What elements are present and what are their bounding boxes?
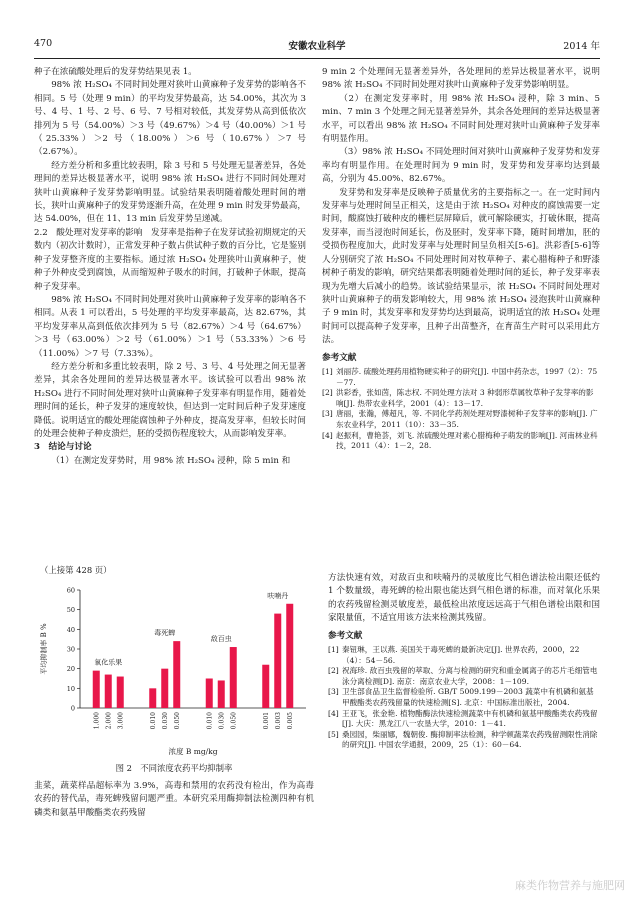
reference-item xyxy=(322,409,600,430)
journal-name: 安徽农业科学 xyxy=(288,41,346,52)
bar xyxy=(105,675,112,708)
reference-item xyxy=(328,666,600,687)
bar-chart-figure xyxy=(34,576,314,776)
reference-item xyxy=(328,687,600,708)
reference-number: [5] xyxy=(328,729,339,739)
bar xyxy=(286,604,293,708)
x-tick-label: 0.003 xyxy=(274,712,282,730)
reference-number: [4] xyxy=(322,430,333,440)
column-bottom-right xyxy=(328,572,600,892)
y-tick-label: 60 xyxy=(66,586,75,595)
reference-text: 秦钮琳，王以燕. 美国关于毒死蜱的最新决定[J]. 世界农药，2000，22（4）：54－56. xyxy=(342,645,580,665)
x-tick-label: 0.030 xyxy=(218,712,226,730)
references-heading: 参考文献 xyxy=(322,352,357,363)
y-tick-label: 30 xyxy=(66,645,75,654)
y-tick-label: 10 xyxy=(66,684,75,693)
reference-number: [4] xyxy=(328,708,339,718)
group-label: 毒死蜱 xyxy=(154,629,176,638)
y-tick-label: 50 xyxy=(66,606,75,615)
x-tick-label: 0.050 xyxy=(230,712,238,730)
reference-text: 祝海珍. 敌百虫残留的萃取、分离与检测的研究和重金属离子的芯片毛细管电泳分离检测[D]. 南京：南京农业大学，2008：1－109. xyxy=(342,666,598,686)
reference-item xyxy=(322,388,600,409)
watermark: 麻类作物营养与施肥网 xyxy=(515,879,625,892)
bar xyxy=(173,641,180,708)
paragraph: （2）在测定发芽率时，用 98% 浓 H₂SO₄ 浸种，除 3 min、5 min、7 min 3 个处理之间无显著差异外，其余各处理间的差异达极显著水平，可以看出 98% 浓 H₂SO₄ 不同时间处理对狭叶山黄麻种子发芽率有明显作用。 xyxy=(322,93,600,145)
y-tick-label: 40 xyxy=(66,625,75,634)
references-heading: 参考文献 xyxy=(328,630,363,641)
x-tick-label: 2.000 xyxy=(105,712,113,730)
reference-item xyxy=(328,645,600,666)
group-label: 呋喃丹 xyxy=(267,591,289,600)
x-tick-label: 0.050 xyxy=(173,712,181,730)
reference-text: 赵振利，曹艳荟，刘飞. 浓硫酸处理对素心腊梅种子萌发的影响[J]. 河南林业科技，2011（4）：1－2，28. xyxy=(336,430,598,451)
bar xyxy=(93,671,100,708)
bar xyxy=(274,614,281,708)
reference-text: 洪彩香，张如茵，陈志权. 不同处理方法对 3 种弱形草属牧草种子发芽率的影响[J]. 热带农业科学，2001（4）：13－17. xyxy=(336,388,594,408)
reference-text: 唐丽，张瀚，傅超凡，等. 不同化学药剂处理对野漆树种子发芽率的影响[J]. 广东农业科学，2011（10）：33－35. xyxy=(336,409,598,429)
bar xyxy=(149,688,156,708)
reference-item xyxy=(328,730,600,751)
paragraph: 98% 浓 H₂SO₄ 不同时间处理对狭叶山黄麻种子发芽率的影响各不相同。从表 1 可以看出，5 号处理的平均发芽率最高，达 82.67%，其平均发芽率从高到低依次排列为 5 号（82.67%）＞4 号（64.67%）＞3 号（63.00%）＞2 号（61.00%）＞1 号（53.33%）＞6 号（11.00%）＞7 号（7.33%）。 xyxy=(34,294,306,359)
page-number: 470 xyxy=(34,38,53,49)
paragraph: 种子在浓硫酸处理后的发芽势结果见表 1。 xyxy=(34,67,197,77)
x-tick-label: 1.000 xyxy=(93,712,101,730)
running-header xyxy=(34,38,600,52)
bar xyxy=(117,677,124,708)
x-tick-label: 3.000 xyxy=(117,712,125,730)
paragraph: （1）在测定发芽势时，用 98% 浓 H₂SO₄ 浸种，除 5 min 和 xyxy=(51,455,291,466)
x-tick-label: 0.005 xyxy=(286,712,294,730)
reference-number: [3] xyxy=(328,687,339,697)
reference-number: [3] xyxy=(322,409,333,419)
x-axis-label: 浓度 B mg/kg xyxy=(168,747,218,756)
paragraph: 方法快速有效，对敌百虫和呋喃丹的灵敏度比气相色谱法检出限还低约 1 个数量级，毒死蜱的检出限也能达到气相色谱的标准，而对氧化乐果的农药残留检测灵敏度差，最低检出浓度远远高于气相色谱检出限和国家限量值，不适宜用该方法来检测其残留。 xyxy=(328,573,600,624)
paragraph: 韭菜，蔬菜样品超标率为 3.9%，高毒和禁用的农药没有检出，作为高毒农药的替代品，毒死蜱残留问题严重。本研究采用酶抑制法检测四种有机磷类和氨基甲酸酯类农药残留 xyxy=(34,781,314,818)
reference-number: [1] xyxy=(328,645,339,655)
bar xyxy=(230,647,237,708)
bar-chart xyxy=(34,576,314,760)
reference-text: 桑园园，柴丽娜，魏朝俊. 酶抑制率法检测，种学顿蔬菜农药残留测限性消除的研究[J]. 中国农学通报，2009，25（1）：60－64. xyxy=(342,729,598,750)
reference-number: [1] xyxy=(322,366,333,376)
continued-note: （上接第 428 页） xyxy=(40,565,112,575)
paragraph: 发芽势和发芽率是反映种子质量优劣的主要指标之一。在一定时间内发芽率与处理时间呈正相关，这是由于浓 H₂SO₄ 对种皮的腐蚀需要一定时间，酸腐蚀打破种皮的栅栏层屏障后，就可解除硬实，打破休眠，提高发芽率，而当浸泡时间延长，伤及胚时，发芽率下降，随时间增加，胚的受损伤程度加大，此时发芽率与处理时间呈负相关[5-6]。洪彩香[5-6]等人分别研究了浓 H₂SO₄ 不同处理时间对牧草种子、素心腊梅种子和野漆树种子萌发的影响，研究结果都表明随着处理时间的延长，种子发芽率表现为先增大后减小的趋势。该试验结果显示，浓 H₂SO₄ 不同时间处理对狭叶山黄麻种子的萌发影响较大，用 98% 浓 H₂SO₄ 浸泡狭叶山黄麻种子 9 min 时，其发芽率和发芽势均达到最高，说明适宜的浓 H₂SO₄ 处理时间可以提高种子发芽率，且种子出苗整齐，在育苗生产时可以采用此方法。 xyxy=(322,187,600,346)
x-tick-label: 0.010 xyxy=(149,712,157,730)
reference-number: [2] xyxy=(322,388,333,398)
figure-caption: 图 2 不同浓度农药平均抑制率 xyxy=(115,763,233,773)
column-bottom-left xyxy=(34,780,314,892)
x-tick-label: 0.001 xyxy=(262,712,270,730)
paragraph: 3 结论与讨论 xyxy=(34,442,92,453)
x-tick-label: 0.030 xyxy=(161,712,169,730)
reference-number: [2] xyxy=(328,666,339,676)
paragraph: 2.2 酸处理对发芽率的影响 发芽率是指种子在发芽试验初期规定的天数内（初次计数时），正常发芽种子数占供试种子数的百分比，它是鉴别种子发芽整齐度的主要指标。通过浓 H₂SO₄ 处理狭叶山黄麻种子，使种子外种皮受到腐蚀，从而缩短种子吸水的时间，打破种子休眠，提高种子发芽率。 xyxy=(34,227,306,292)
paragraph: 经方差分析和多重比较表明，除 3 号和 5 号处理无显著差异，各处理间的差异达极显著水平，说明 98% 浓 H₂SO₄ 进行不同时间处理对狭叶山黄麻种子发芽势影响明显。试验结果表明随着酸处理时间的增长，狭叶山黄麻种子的发芽势逐渐升高，在处理 9 min 时发芽势最高，达 54.00%，但在 11、13 min 后发芽势呈递减。 xyxy=(34,160,306,225)
reference-text: 王亚飞，张金艳. 植物酯酶法快速检测蔬菜中有机磷和氨基甲酸酯类农药残留[J]. 大庆：黑龙江八一农垦大学，2010：1－41. xyxy=(342,708,598,729)
paragraph: 98% 浓 H₂SO₄ 不同时间处理对狭叶山黄麻种子发芽势的影响各不相同。5 号（处理 9 min）的平均发芽势最高，达 54.00%，其次为 3 号、4 号、1 号、2 号、6 号、7 号相对较低，其发芽势从高到低依次排列为 5 号（54.00%）＞3 号（49.67%）＞4 号（40.00%）＞1 号（25.33%）＞2 号（18.00%）＞6 号（10.67%）＞7 号（2.67%）。 xyxy=(34,80,306,158)
group-label: 敌百虫 xyxy=(210,635,232,644)
y-tick-label: 20 xyxy=(66,665,75,674)
x-tick-label: 0.010 xyxy=(206,712,214,730)
paragraph: （3）98% 浓 H₂SO₄ 不同处理时间对狭叶山黄麻种子发芽势和发芽率均有明显作用。在处理时间为 9 min 时，发芽势和发芽率均达到最高，分别为 45.00%、82.67%。 xyxy=(322,147,600,185)
column-top-left xyxy=(34,66,306,514)
reference-item xyxy=(328,709,600,730)
paragraph: 9 min 2 个处理间无显著差异外，各处理间的差异达极显著水平，说明 98% 浓 H₂SO₄ 不同时间处理对狭叶山黄麻种子发芽势影响明显。 xyxy=(322,67,600,91)
paragraph: 经方差分析和多重比较表明，除 2 号、3 号、4 号处理之间无显著差异，其余各处理间的差异达极显著水平。该试验可以看出 98% 浓 H₂SO₄ 进行不同时间处理对狭叶山黄麻种子发芽率有明显作用，随着处理时间的延长，种子发芽的速度较快，但达到一定时间后种子发芽速度降低。说明适宜的酸处理能腐蚀种子外种皮，提高发芽率，但较长时间的处理会使种子种皮溃烂，胚的受损伤程度较大，从而影响发芽率。 xyxy=(34,361,306,439)
bar xyxy=(161,669,168,708)
reference-item xyxy=(322,431,600,452)
y-axis-label: 平均抑制率 B % xyxy=(40,623,48,675)
group-label: 氧化乐果 xyxy=(94,658,123,667)
bar xyxy=(206,679,213,709)
year: 2014 年 xyxy=(563,41,600,52)
reference-text: 刘丽莎. 硫酸处理药用植物硬实种子的研究[J]. 中国中药杂志，1997（2）：75－77. xyxy=(336,366,598,387)
reference-text: 卫生部食品卫生监督检验所. GB/T 5009.199－2003 蔬菜中有机磷和氨基甲酸酯类农药残留量的快速检测[S]. 北京：中国标准出版社，2004. xyxy=(342,687,594,707)
column-top-right xyxy=(322,66,600,562)
reference-item xyxy=(322,367,600,388)
y-tick-label: 0 xyxy=(70,704,75,713)
header-rule xyxy=(34,58,600,59)
bar xyxy=(262,665,269,708)
bar xyxy=(218,680,225,708)
